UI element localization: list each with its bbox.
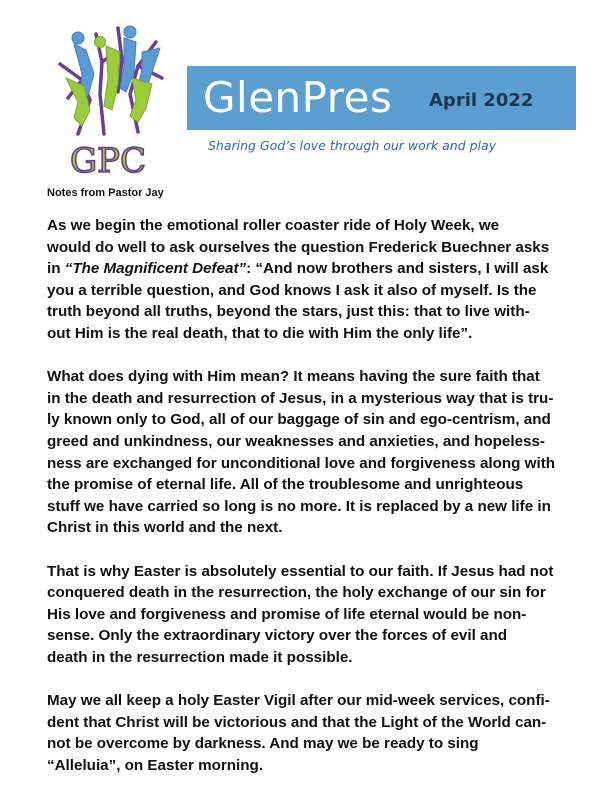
paragraph-4 xyxy=(47,690,565,776)
text-line: May we all keep a holy Easter Vigil after our mid-week services, confi- xyxy=(47,692,550,710)
text-line: Christ in this world and the next. xyxy=(47,519,283,537)
paragraph-3 xyxy=(47,561,565,669)
text-line: ly known only to God, all of our baggage of sin and ego-centrism, and xyxy=(47,411,551,429)
text-line: in the death and resurrection of Jesus, in a mysterious way that is tru- xyxy=(47,389,554,407)
book-title: “The Magnificent Defeat” xyxy=(64,260,247,278)
text-line: dent that Christ will be victorious and that the Light of the World can- xyxy=(47,713,547,731)
text-line: That is why Easter is absolutely essential to our faith. If Jesus had not xyxy=(47,562,554,580)
issue-date: April 2022 xyxy=(429,90,534,111)
text-fragment: in xyxy=(47,260,65,278)
article-body xyxy=(47,215,565,798)
tagline: Sharing God’s love through our work and play xyxy=(208,138,497,153)
text-line: stuff we have carried so long is no more. It is replaced by a new life in xyxy=(47,497,551,515)
text-line: sense. Only the extraordinary victory over the forces of evil and xyxy=(47,627,508,645)
paragraph-2 xyxy=(47,366,565,539)
section-label: Notes from Pastor Jay xyxy=(47,187,164,199)
logo-figure-center xyxy=(96,34,104,134)
gpc-logo xyxy=(38,22,178,184)
text-fragment: : “And now brothers and sisters, I will ask xyxy=(246,260,549,278)
title-banner xyxy=(187,66,576,130)
paragraph-1 xyxy=(47,215,565,345)
text-line: ness are exchanged for unconditional love and forgiveness along with xyxy=(47,454,556,472)
text-line: His love and forgiveness and promise of life eternal would be non- xyxy=(47,605,527,623)
text-line: out Him is the real death, that to die with Him the only life”. xyxy=(47,324,473,342)
text-line: “Alleluia”, on Easter morning. xyxy=(47,756,264,774)
text-line: death in the resurrection made it possible. xyxy=(47,648,353,666)
text-line: conquered death in the resurrection, the holy exchange of our sin for xyxy=(47,584,546,602)
text-line xyxy=(47,258,565,280)
logo-letters: GPC xyxy=(69,141,147,181)
text-line: truth beyond all truths, beyond the stars, just this: that to live with- xyxy=(47,303,530,321)
text-line: greed and unkindness, our weaknesses and anxieties, and hopeless- xyxy=(47,432,545,450)
text-line: would do well to ask ourselves the question Frederick Buechner asks xyxy=(47,238,550,256)
text-line: not be overcome by darkness. And may we be ready to sing xyxy=(47,735,479,753)
newsletter-title: GlenPres xyxy=(203,73,393,122)
text-line: What does dying with Him mean? It means having the sure faith that xyxy=(47,368,540,386)
text-line: you a terrible question, and God knows I ask it also of myself. Is the xyxy=(47,281,537,299)
text-line: the promise of eternal life. All of the troublesome and unrighteous xyxy=(47,476,524,494)
text-line: As we begin the emotional roller coaster ride of Holy Week, we xyxy=(47,217,500,234)
